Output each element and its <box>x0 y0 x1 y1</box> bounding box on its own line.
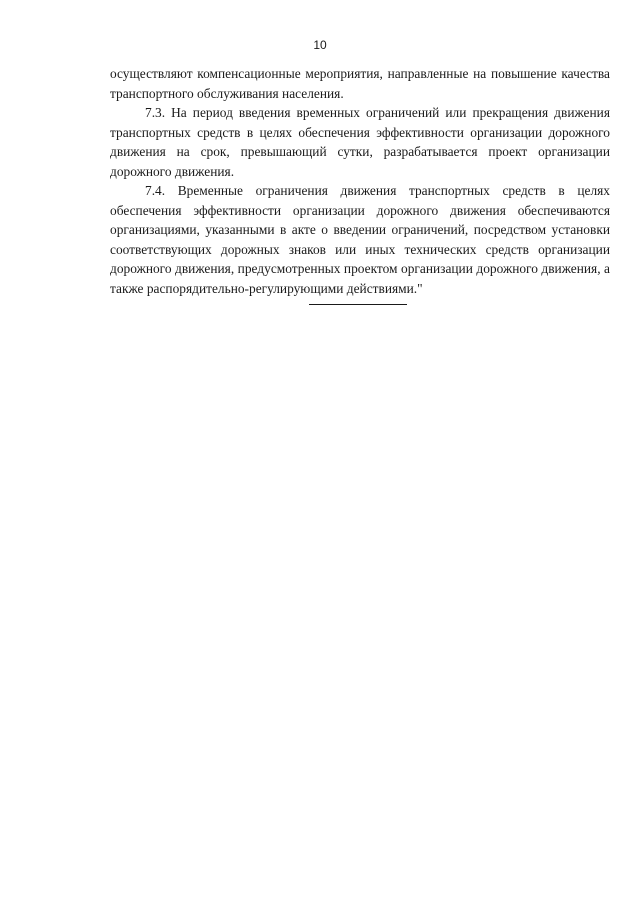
page-number: 10 <box>313 38 327 52</box>
paragraph-continuation: осуществляют компенсационные мероприятия, направленные на повышение качества транспортного обслуживания населения. <box>110 66 610 101</box>
paragraph-7-3: 7.3. На период введения временных ограничений или прекращения движения транспортных средств в целях обеспечения эффективности организации дорожного движения на срок, превышающий сутки, разрабатывается проект организации дорожного движения. <box>110 105 610 179</box>
end-of-text-divider <box>309 304 407 305</box>
paragraph-7-4: 7.4. Временные ограничения движения транспортных средств в целях обеспечения эффективности организации дорожного движения обеспечиваются организациями, указанными в акте о введении ограничений, посредством установки соответствующих дорожных знаков или иных технических средств организации дорожного движения, предусмотренных проектом организации дорожного движения, а также распорядительно-регулирующими действиями." <box>110 183 610 296</box>
document-body <box>110 64 610 298</box>
